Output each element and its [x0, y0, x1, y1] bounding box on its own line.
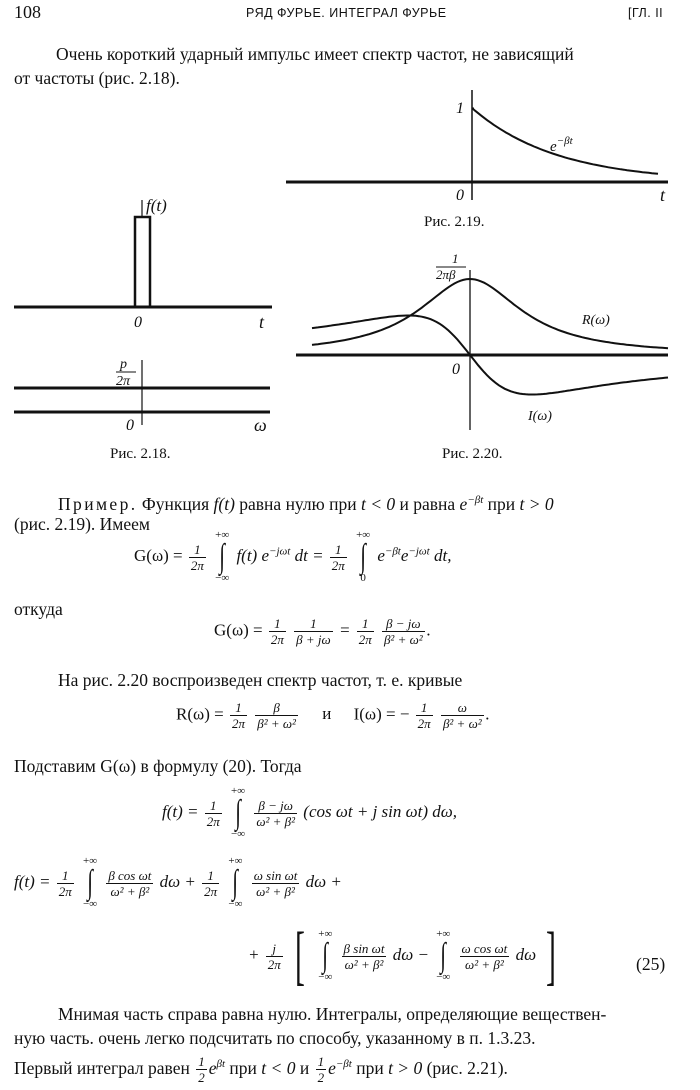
fig220-real-curve	[312, 279, 668, 348]
equation-fourier-transform: G(ω) = $\frac{1}{2\pi}$ +∞ ∫ −∞ f(t) $e^{-j\omega t}$ dt = $\frac{1}{2\pi}$ +∞ ∫ 0 $e^{-\beta t}e^{-j\omega t}$ dt,	[134, 529, 452, 584]
fig218-origin-label: 0	[134, 314, 142, 331]
fig220-peak-denominator: 2πβ	[436, 267, 456, 282]
figure-2-18-top	[14, 196, 272, 332]
running-title: РЯД ФУРЬЕ. ИНТЕГРАЛ ФУРЬЕ	[246, 6, 447, 20]
equation-r-and-i: R(ω) = $\frac{1}{2\pi}$ $\frac{\beta}{\text{β² + ω²}}$ и I(ω) = − $\frac{1}{2\pi}$ $\frac{\omega}{\text{β² + ω²}}$ .	[176, 700, 490, 731]
fig220-real-label: R(ω)	[582, 313, 610, 328]
fig220-imag-label: I(ω)	[528, 409, 552, 424]
intro-line-1: Очень короткий ударный импульс имеет спектр частот, не зависящий	[56, 44, 574, 64]
spectrum-text: На рис. 2.20 воспроизведен спектр частот, т. е. кривые	[58, 670, 463, 690]
fig220-peak-numerator: 1	[452, 251, 459, 266]
otkuda-text: откуда	[14, 599, 63, 619]
equation-split-line-2: + $\frac{j}{2\pi}$ [ +∞ ∫ −∞ $\frac{\text{β sin ωt}}{\text{ω² + β²}}$ dω − +∞ ∫ −∞ $\frac{\text{ω cos ωt}}{\text{ω² + β²}}$ dω ]	[248, 919, 557, 992]
figure-2-19	[286, 90, 668, 205]
page-number: 108	[14, 2, 41, 22]
fig218-impulse-pulse	[135, 217, 150, 307]
fig218-t-label: t	[259, 312, 265, 332]
fig218-func-label: f(t)	[146, 196, 167, 215]
fig218-level-denominator: 2π	[116, 374, 131, 389]
caption-fig-2-19: Рис. 2.19.	[424, 214, 485, 230]
equation-split-line-1: f(t) = $\frac{1}{2\pi}$ +∞ ∫ −∞ $\frac{\text{β cos ωt}}{\text{ω² + β²}}$ dω + $\frac{1}{2\pi}$ +∞ ∫ −∞ $\frac{\text{ω sin ωt}}{\text{ω² + β²}}$ dω +	[14, 855, 342, 910]
fig218-omega-label: ω	[254, 415, 267, 435]
fig219-axis-label: t	[660, 185, 666, 205]
figures	[0, 90, 700, 470]
intro-line-2: от частоты (рис. 2.18).	[14, 68, 180, 88]
fig219-origin-label: 0	[456, 187, 464, 204]
caption-fig-2-18: Рис. 2.18.	[110, 446, 171, 462]
closing-line-1: Мнимая часть справа равна нулю. Интегралы, определяющие веществен-	[58, 1004, 607, 1024]
example-heading: Пример.	[58, 493, 138, 514]
closing-line-2: ную часть. очень легко подсчитать по способу, указанному в п. 1.3.23.	[14, 1028, 536, 1048]
substitute-text: Подставим G(ω) в формулу (20). Тогда	[14, 756, 302, 776]
closing-line-3: Первый интеграл равен $\frac{1}{2}$ $e^{\beta t}$ при t < 0 и $\frac{1}{2}$ $e^{-\beta t}$ при t > 0 (рис. 2.21).	[14, 1054, 508, 1086]
figure-2-20	[296, 251, 668, 430]
example-line-1: Пример. Функция f(t) равна нулю при t < 0 и равна $e^{-\beta t}$ при t > 0	[58, 493, 554, 514]
equation-g-result: G(ω) = $\frac{1}{2\pi}$ $\frac{1}{\beta + j\omega}$ = $\frac{1}{2\pi}$ $\frac{\beta - j\omega}{\text{β² + ω²}}$ .	[214, 616, 431, 647]
equation-number: (25)	[636, 954, 666, 974]
fig219-curve-label: $e^{-\beta t}$	[550, 135, 573, 155]
figure-2-18-bottom	[14, 357, 270, 435]
chapter-label: [ГЛ. II	[628, 6, 664, 20]
example-line-2: (рис. 2.19). Имеем	[14, 514, 150, 534]
caption-fig-2-20: Рис. 2.20.	[442, 446, 503, 462]
fig218-level-numerator: p	[120, 357, 127, 372]
fig219-unit-label: 1	[456, 100, 464, 117]
fig220-origin-label: 0	[452, 361, 460, 378]
fig218-bottom-origin: 0	[126, 417, 134, 434]
equation-inverse-transform: f(t) = $\frac{1}{2\pi}$ +∞ ∫ −∞ $\frac{\beta - j\omega}{\text{ω² + β²}}$ (cos ωt + j sin ωt) dω,	[162, 785, 458, 840]
